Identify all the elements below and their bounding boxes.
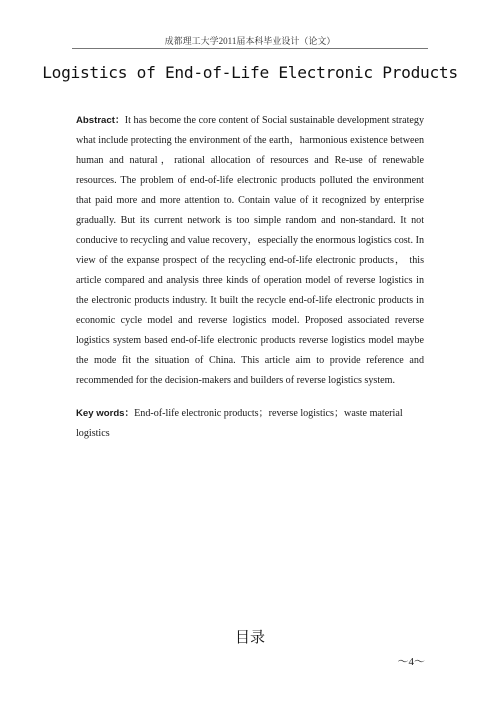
keywords-label: Key words：: [76, 408, 135, 419]
toc-heading: 目录: [234, 628, 265, 646]
abstract-label: Abstract：: [76, 115, 125, 126]
page-number: ～4～: [397, 656, 425, 668]
keywords-text: End-of-life electronic products；reverse logistics；waste material logistics: [76, 408, 403, 439]
running-header: 成都理工大学2011届本科毕业设计（论文）: [164, 36, 336, 46]
abstract-paragraph: [76, 111, 424, 391]
header-rule: [72, 48, 428, 49]
paper-title: Logistics of End-of-Life Electronic Products: [42, 63, 458, 82]
abstract-text: It has become the core content of Social sustainable development strategy what include protecting the environment of the earth，harmonious existence between human and natural，rational allocation of resources and Re-use of renewable resources. The problem of end-of-life electronic products polluted the environment that paid more and more attention to. Contain value of it recognized by enterprise gradually. But its current network is too simple random and non-standard. It not conducive to recycling and value recovery，especially the enormous logistics cost. In view of the expanse prospect of the recycling end-of-life electronic products， this article compared and analysis three kinds of operation model of reverse logistics in the electronic products industry. It built the recycle end-of-life electronic products in economic cycle model and reverse logistics model. Proposed associated reverse logistics system based end-of-life electronic products reverse logistics model maybe the mode fit the situation of China. This article aim to provide reference and recommended for the decision-makers and builders of reverse logistics system.: [76, 115, 425, 386]
keywords-paragraph: [76, 404, 424, 444]
